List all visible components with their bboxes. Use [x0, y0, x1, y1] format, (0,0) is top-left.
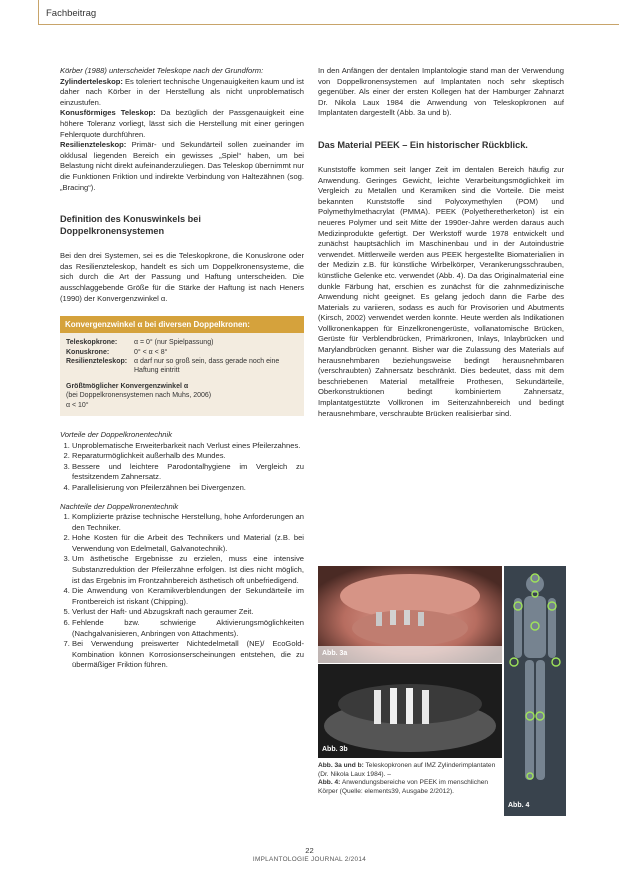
page-number: 22: [305, 846, 314, 855]
list-item: 7. Bei Verwendung preiswerter Nichtedelmetall (NE)/ EcoGold-Kombination können Korrosionserscheinungen entstehen, die zu übermäßiger Friktion führen.: [72, 639, 304, 671]
right-column: [318, 66, 564, 419]
section-heading: Das Material PEEK – Ein historischer Rückblick.: [318, 139, 528, 150]
info-sub-value: α < 10°: [66, 401, 89, 409]
list-item: 1. Unproblematische Erweiterbarkeit nach Verlust eines Pfeilerzahnes.: [72, 441, 304, 452]
header-divider: [38, 24, 619, 25]
info-box: [60, 316, 304, 416]
section-heading: Definition des Konuswinkels bei Doppelkronensystemen: [60, 214, 201, 237]
paragraph: Körber (1988) unterscheidet Teleskope nach der Grundform: Zylinderteleskop: Es toleriert technische Ungenauigkeiten kaum und ist daher nach Körber in der Herstellung als nicht unproblematisch einzustufen.: [60, 66, 304, 107]
list-title: Nachteile der Doppelkronentechnik: [60, 501, 179, 511]
list-item: 4. Die Anwendung von Keramikverblendungen der Sekundärteile im Frontbereich ist riskant (Chipping).: [72, 586, 304, 607]
list-item: 2. Hohe Kosten für die Arbeit des Technikers und Material (z.B. bei Verwendung von Edelmetall, Galvanotechnik).: [72, 533, 304, 554]
list-title: Vorteile der Doppelkronentechnik: [60, 429, 173, 439]
disadvantages-list: [60, 512, 304, 671]
list-item: 1. Komplizierte präzise technische Herstellung, hohe Anforderungen an den Techniker.: [72, 512, 304, 533]
paragraph: Kunststoffe kommen seit langer Zeit im dentalen Bereich häufig zur Anwendung. Geringes Gewicht, leichte Verarbeitungsmöglichkeit im Vergleich zu Metallen und Keramiken sind die Vorteile. Die meist bekannten Kunststoffe sind Polyoxymethylen (POM) und Polymethylmethacrylat (PMMA). PEEK (Polyetheretherketon) ist ein neueres Polymer und seit Mitte der 1990er-Jahre werden daraus auch Medizinprodukte gefertigt. Der Werkstoff wurde 1978 entwickelt und zunächst hauptsächlich im Maschinenbau und in der Autoindustrie verwendet. Mittlerweile werden aus PEEK hergestellte Biomaterialien in der Medizin z.B. für künstliche Wirbelkörper, Verankerungsschrauben, künstliche Gelenke etc. verwendet (Abb. 4). Da das Originalmaterial eine dunkle Färbung hat, erschien es zunächst für die zahnmedizinische Anwendung nicht geeignet. Es gelang jedoch dann die Farbe des Materials zu variieren, sodass es auch für Provisorien und Abutments (Kirsch, 2002) verwendet werden konnte. Heute werden als Indikationen Vollkronenkappen für Einzelkronengerüste, vollanatomische Brücken, Gerüste für Verblendbrücken, Primärkronen, Inlays, Inlaybrücken und Marylandbrücken genannt. Bisher war die Zulassung des Materials auf herausnehmbaren beziehungsweise bedingt herausnehmbaren (verschraubten) Zahnersatz beschränkt. Dies bedeutet, dass mit dem beschriebenen Material metallfreie Prothesen, Sekundärteile, Oberkonstruktionen bedingt kombiniertem Zahnersatz, Implantatgestützte Vollkronen im Seitenzahnbereich und bedingt herausnehmbare, verschraubte Brücken realisierbar sind.: [318, 164, 564, 418]
list-item: 3. Bessere und leichtere Parodontalhygiene im Vergleich zu festsitzendem Zahnersatz.: [72, 462, 304, 483]
section-label: Fachbeitrag: [46, 8, 97, 19]
list-item: 4. Parallelisierung von Pfeilerzähnen bei Divergenzen.: [72, 483, 304, 494]
paragraph: Resilienzteleskop: Primär- und Sekundärteil sollen zueinander im okklusal liegenden Bereich ein gewisses „Spiel“ haben, um bei Belastung nicht direkt aufeinanderzuliegen. Das Teleskop übernimmt nur die Funktionen Friktion und indirekte Verbindung von Haltezähnen (sog. „Bracing“).: [60, 140, 304, 192]
advantages-list: [60, 441, 304, 494]
info-box-title: Konvergenzwinkel α bei diversen Doppelkronen:: [60, 316, 304, 333]
info-row: Konuskrone: 0° < α < 8°: [66, 348, 168, 356]
figure-label: Abb. 4: [508, 802, 530, 809]
figure-4-body: [504, 566, 566, 816]
info-sub-title: Größtmöglicher Konvergenzwinkel α: [66, 382, 189, 390]
list-item: 3. Um ästhetische Ergebnisse zu erzielen, muss eine intensive Substanzreduktion der Pfeilerzähne erfolgen. Ist dies nicht möglich, ist das Ergebnis im Frontzahnbereich ästhetisch oft unbefriedigend.: [72, 554, 304, 586]
paragraph: In den Anfängen der dentalen Implantologie stand man der Verwendung von Doppelkronensystemen auf Implantaten noch sehr skeptisch gegenüber. Als einer der ersten Kollegen hat der Hamburger Zahnarzt Dr. Nikola Laux 1984 die Anwendung von Teleskopkronen auf Implantaten dargestellt (Abb. 3a und b).: [318, 66, 564, 118]
xray-image: [318, 664, 502, 758]
body-diagram-image: [504, 566, 566, 816]
figure-label: Abb. 3a: [322, 650, 348, 657]
left-column: [60, 66, 304, 671]
list-item: 6. Fehlende bzw. schwierige Aktivierungsmöglichkeiten (Nachgalvanisieren, Anbringen von Attachments).: [72, 618, 304, 639]
figure-label: Abb. 3b: [322, 746, 348, 753]
intraoral-photo-image: [318, 566, 502, 663]
info-sub-note: (bei Doppelkronensystemen nach Muhs, 2006): [66, 392, 212, 400]
info-row: Teleskopkrone: α = 0° (nur Spielpassung): [66, 339, 214, 347]
figure-3b-xray: [318, 664, 502, 758]
figure-caption: Abb. 3a und b: Teleskopkronen auf IMZ Zylinderimplantaten (Dr. Nikola Laux 1984). – Abb. 4: Anwendungsbereiche von PEEK im menschlichen Körper (Quelle: elements39, Ausgabe 2/2012).: [318, 762, 496, 795]
figure-3a-photo: [318, 566, 502, 663]
paragraph: Konusförmiges Teleskop: Da bezüglich der Passgenauigkeit eine höhere Toleranz vorliegt, lässt sich die Herstellung mit einer geringen Fehlerquote durchführen.: [60, 108, 304, 139]
list-item: 5. Verlust der Haft- und Abzugskraft nach geraumer Zeit.: [72, 607, 304, 618]
header-accent-rule: [38, 0, 39, 24]
info-box-body: [60, 333, 304, 416]
paragraph: Bei den drei Systemen, sei es die Teleskopkrone, die Konuskrone oder das Resilienzteleskop, handelt es sich um Doppelkronensysteme, die sich durch die Art der Passung und Haftung unterscheiden. Die ausschlaggebende Größe für die Stärke der Haftung ist nach Heners (1990) der Konvergenzwinkel α.: [60, 251, 304, 303]
info-row: Resilienzteleskop: α darf nur so groß sein, dass gerade noch eine Haftung eintritt: [66, 357, 280, 375]
list-item: 2. Reparaturmöglichkeit außerhalb des Mundes.: [72, 451, 304, 462]
journal-name: IMPLANTOLOGIE JOURNAL 2/2014: [252, 856, 367, 863]
